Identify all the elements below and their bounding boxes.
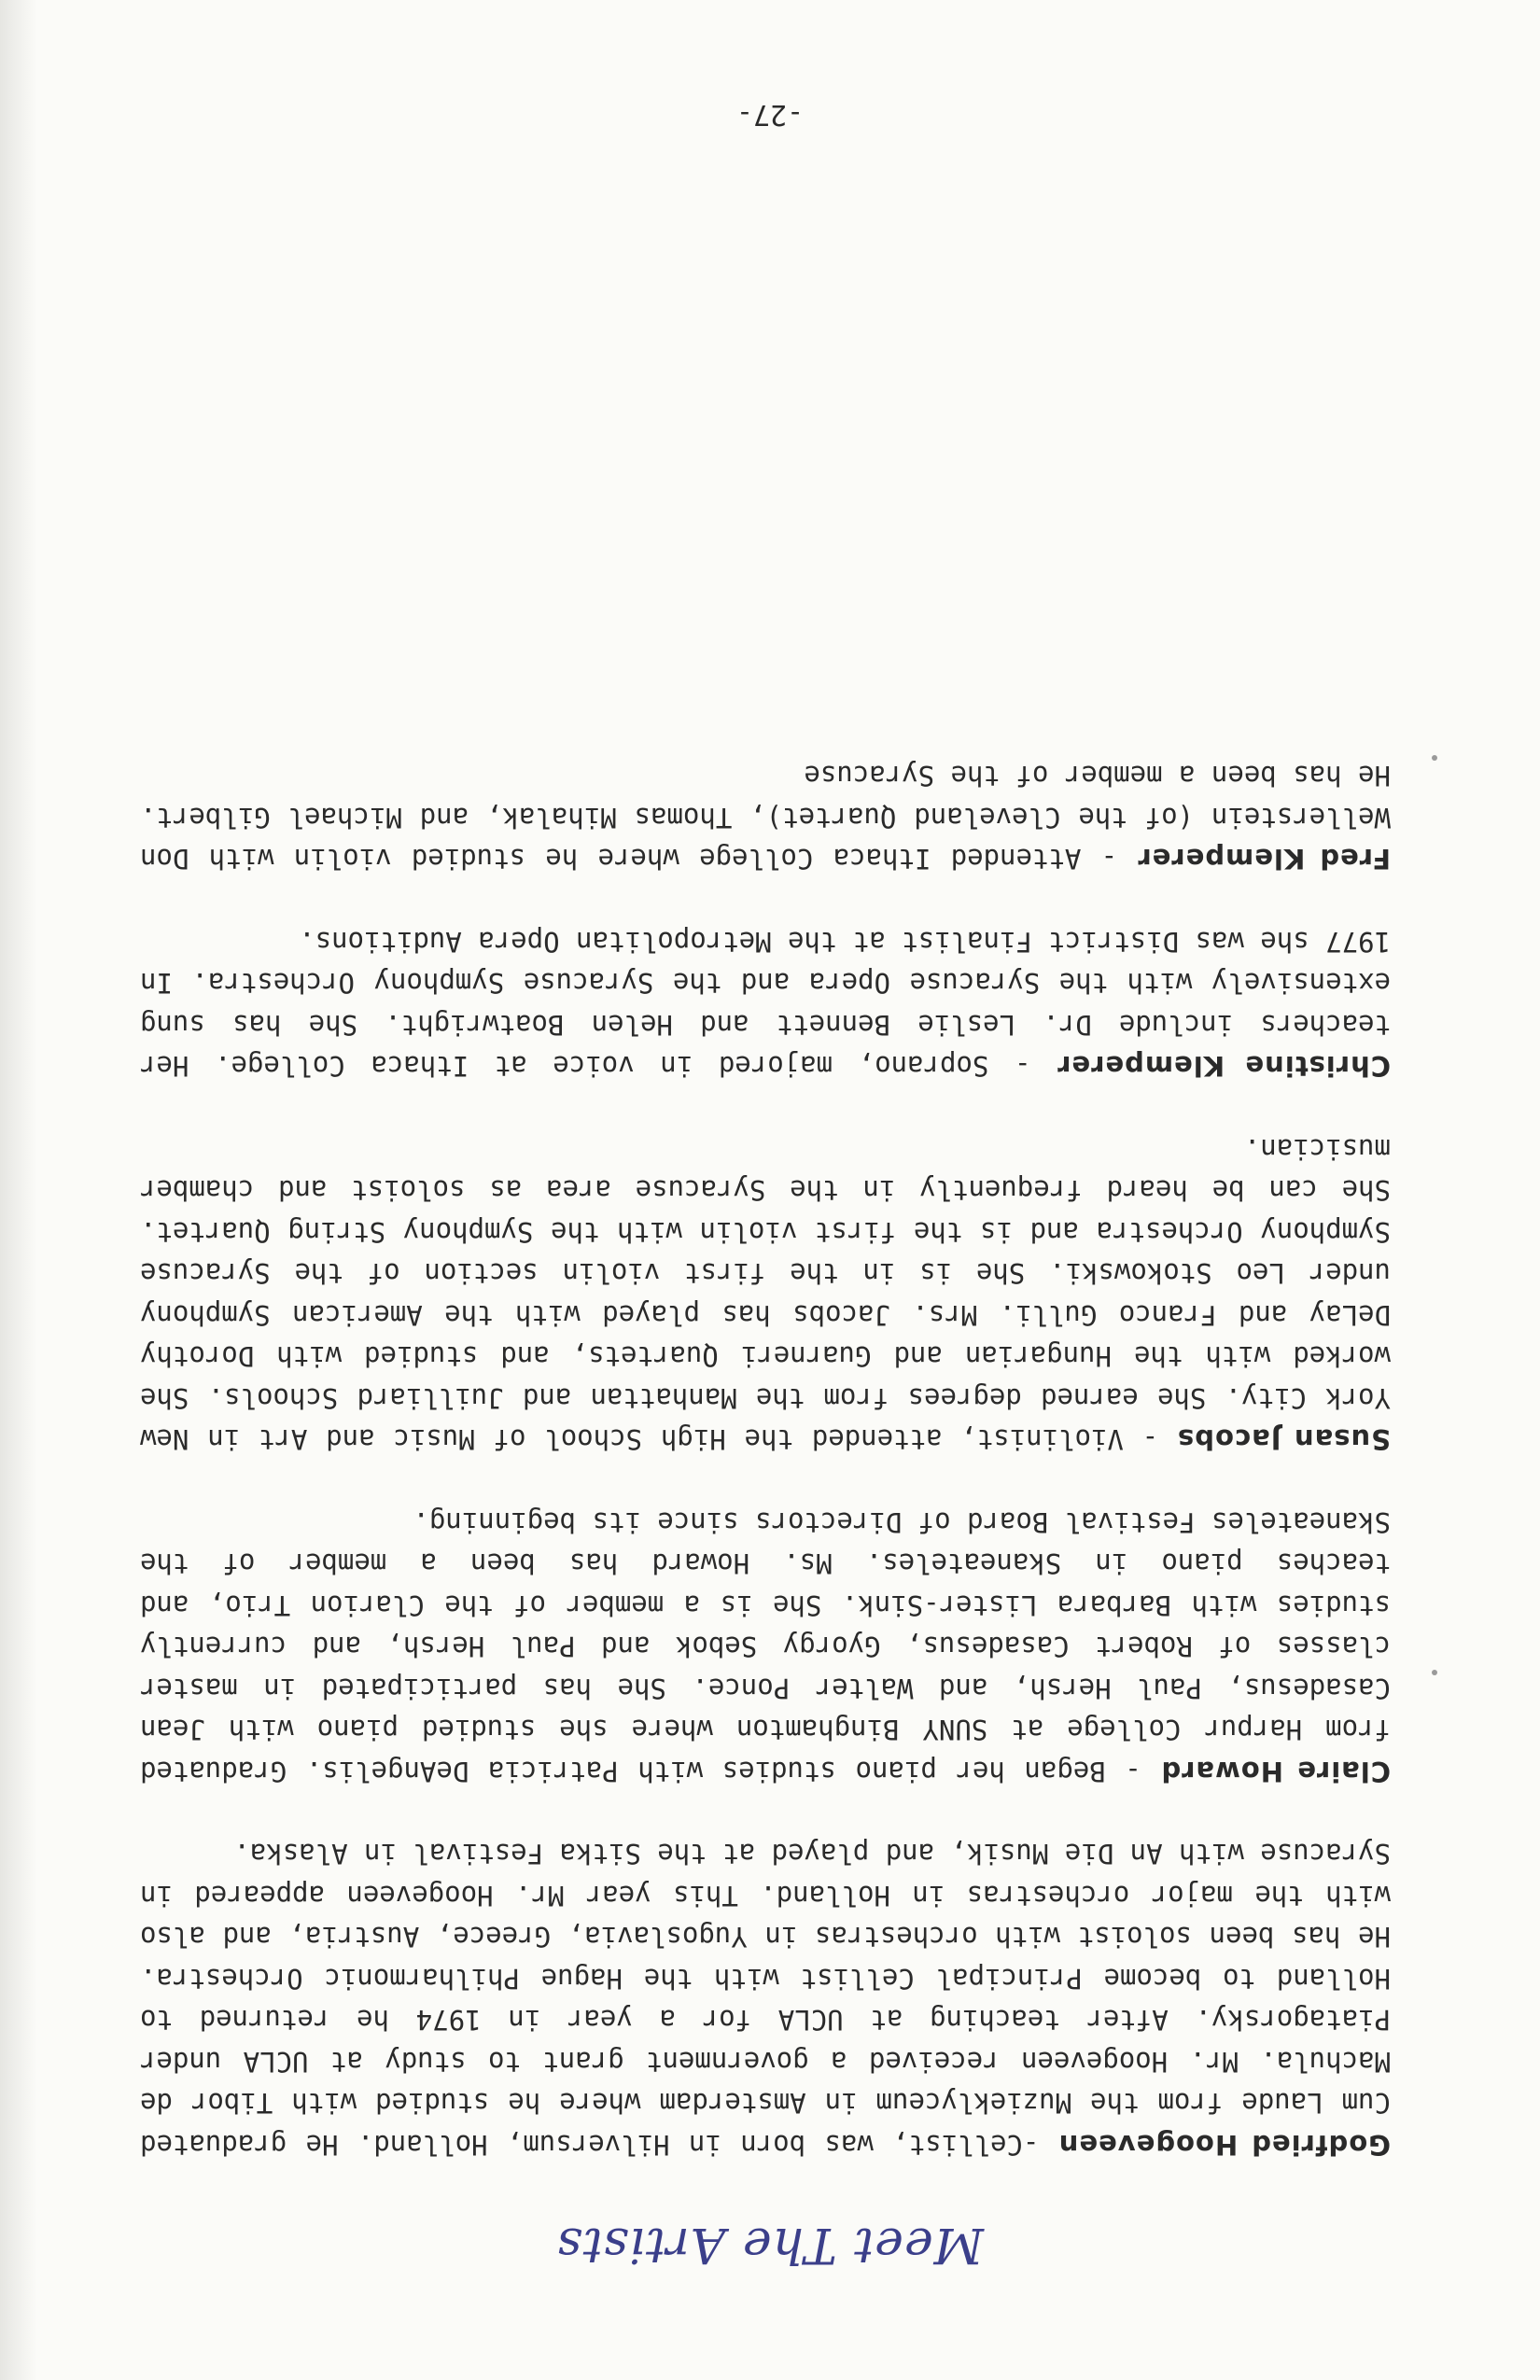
bio-name: Susan Jacobs: [1177, 1423, 1391, 1456]
bio-text: - Soprano, majored in voice at Ithaca College. Her teachers include Dr. Leslie Bennett and Helen Boatwright. She has sung extensively with the Syracuse Opera and the Syracuse Symphony Orchestra. In 1977 she was District Finalist at the Metropolitan Opera Auditions.: [140, 926, 1391, 1083]
bio-name: Fred Klemperer: [1137, 843, 1391, 875]
bio-godfried-hoogeveen: [140, 1833, 1391, 2165]
artist-bios: [140, 714, 1391, 2165]
bio-susan-jacobs: [140, 1128, 1391, 1461]
bio-christine-klemperer: [140, 921, 1391, 1087]
bio-fred-klemperer: [140, 755, 1391, 880]
bio-claire-howard: [140, 1502, 1391, 1793]
bio-name: Godfried Hoogeveen: [1057, 2129, 1391, 2161]
page-heading: Meet The Artists: [556, 2217, 984, 2273]
bio-text: - Began her piano studies with Patricia DeAngelis. Graduated from Harpur College at SUNY Binghamton where she studied piano with Jean Casadesus, Paul Hersh, and Walter Ponce. She has participated in master classes of Robert Casadesus, Gyorgy Sebok and Paul Hersh, and currently studies with Barbara Lister-Sink. She is a member of the Clarion Trio, and teaches piano in Skaneateles. Ms. Howard has been a member of the Skaneateles Festival Board of Directors since its beginning.: [140, 1506, 1391, 1787]
bio-name: Claire Howard: [1160, 1756, 1391, 1787]
bio-text: - Attended Ithaca College where he studied violin with Don Wellerstein (of the Cleveland Quartet), Thomas Mihalak, and Michael Gilbert. He has been a member of the Syracuse: [140, 760, 1391, 875]
page-number: -27-: [735, 98, 805, 131]
bio-name: Christine Klemperer: [1057, 1050, 1391, 1083]
binding-hole-mark: [1432, 755, 1437, 761]
bio-text: - Violinist, attended the High School of Music and Art in New York City. She earned degrees from the Manhattan and Juilliard Schools. She worked with the Hungarian and Guarneri Quartets, and studied with Dorothy DeLay and Franco Gulli. Mrs. Jacobs has played with the American Symphony under Leo Stokowski. She is in the first violin section of the Syracuse Symphony Orchestra and is the first violin with the Symphony String Quartet. She can be heard frequently in the Syracuse area as soloist and chamber musician.: [140, 1133, 1391, 1456]
binding-hole-mark: [1432, 1670, 1437, 1675]
bio-text: -Cellist, was born in Hilversum, Holland. He graduated Cum Laude from the Muzieklyceum in Amsterdam where he studied with Tibor de Machula. Mr. Hoogeveen received a government grant to study at UCLA under Piatagorsky. After teaching at UCLA for a year in 1974 he returned to Holland to become Principal Cellist with the Hague Philharmonic Orchestra. He has been soloist with orchestras in Yugoslavia, Greece, Austria, and also with the major orchestras in Holland. This year Mr. Hoogeveen appeared in Syracuse with An Die Musik, and played at the Sitka Festival in Alaska.: [140, 1838, 1391, 2161]
paper-edge-shadow: [0, 0, 37, 2380]
